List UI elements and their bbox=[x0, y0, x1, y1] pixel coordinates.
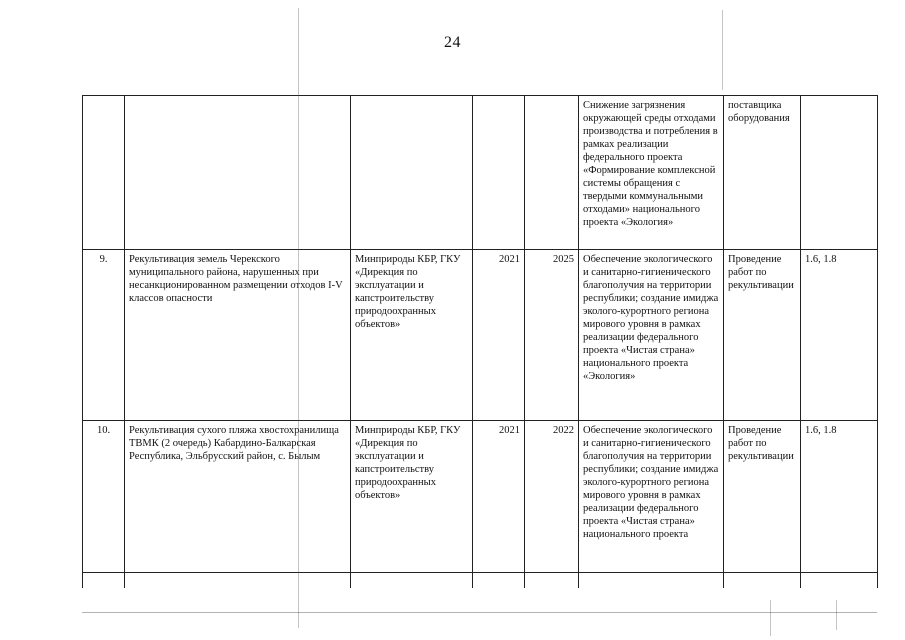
end-year-cell bbox=[525, 96, 579, 250]
indicators-cell: 1.6, 1.8 bbox=[801, 250, 878, 421]
works-cell: поставщика оборудования bbox=[724, 96, 801, 250]
scan-artifact-line bbox=[836, 600, 837, 630]
activity-name-cell: Рекультивация сухого пляжа хвостохранилища ТВМК (2 очередь) Кабардино-Балкарская Республика, Эльбрусский район, с. Былым bbox=[125, 421, 351, 573]
row-number-cell bbox=[83, 96, 125, 250]
end-year-cell: 2022 bbox=[525, 421, 579, 573]
table-row bbox=[83, 421, 878, 573]
expected-result-cell: Обеспечение экологического и санитарно-гигиенического благополучия на территории республики; создание имиджа эколого-курортного региона мирового уровня в рамках реализации федерального проекта «Чистая страна» национального проекта bbox=[579, 421, 724, 573]
indicators-cell: 1.6, 1.8 bbox=[801, 421, 878, 573]
program-activities-table bbox=[82, 95, 878, 588]
empty-cell bbox=[724, 573, 801, 589]
scan-artifact-line bbox=[298, 8, 299, 628]
scan-artifact-rule bbox=[82, 612, 877, 613]
expected-result-cell: Снижение загрязнения окружающей среды отходами производства и потребления в рамках реализации федерального проекта «Формирование комплексной системы обращения с твердыми коммунальными отходами» национального проекта «Экология» bbox=[579, 96, 724, 250]
executor-cell: Минприроды КБР, ГКУ «Дирекция по эксплуатации и капстроительству природоохранных объектов» bbox=[351, 421, 473, 573]
empty-cell bbox=[525, 573, 579, 589]
empty-cell bbox=[125, 573, 351, 589]
works-cell: Проведение работ по рекультивации bbox=[724, 250, 801, 421]
start-year-cell: 2021 bbox=[473, 421, 525, 573]
row-number-cell: 9. bbox=[83, 250, 125, 421]
page-number: 24 bbox=[444, 34, 461, 51]
executor-cell: Минприроды КБР, ГКУ «Дирекция по эксплуатации и капстроительству природоохранных объектов» bbox=[351, 250, 473, 421]
empty-cell bbox=[579, 573, 724, 589]
works-cell: Проведение работ по рекультивации bbox=[724, 421, 801, 573]
start-year-cell bbox=[473, 96, 525, 250]
start-year-cell: 2021 bbox=[473, 250, 525, 421]
row-number-cell: 10. bbox=[83, 421, 125, 573]
expected-result-cell: Обеспечение экологического и санитарно-гигиенического благополучия на территории республики; создание имиджа эколого-курортного региона мирового уровня в рамках реализации федерального проекта «Чистая страна» национального проекта «Экология» bbox=[579, 250, 724, 421]
empty-cell bbox=[351, 573, 473, 589]
indicators-cell bbox=[801, 96, 878, 250]
scan-artifact-line bbox=[722, 10, 723, 90]
table-row-continuation bbox=[83, 573, 878, 589]
table-row bbox=[83, 250, 878, 421]
executor-cell bbox=[351, 96, 473, 250]
activity-name-cell: Рекультивация земель Черекского муниципального района, нарушенных при несанкционированном размещении отходов I-V классов опасности bbox=[125, 250, 351, 421]
empty-cell bbox=[83, 573, 125, 589]
activity-name-cell bbox=[125, 96, 351, 250]
empty-cell bbox=[473, 573, 525, 589]
end-year-cell: 2025 bbox=[525, 250, 579, 421]
scan-artifact-line bbox=[770, 600, 771, 636]
table-row bbox=[83, 96, 878, 250]
empty-cell bbox=[801, 573, 878, 589]
